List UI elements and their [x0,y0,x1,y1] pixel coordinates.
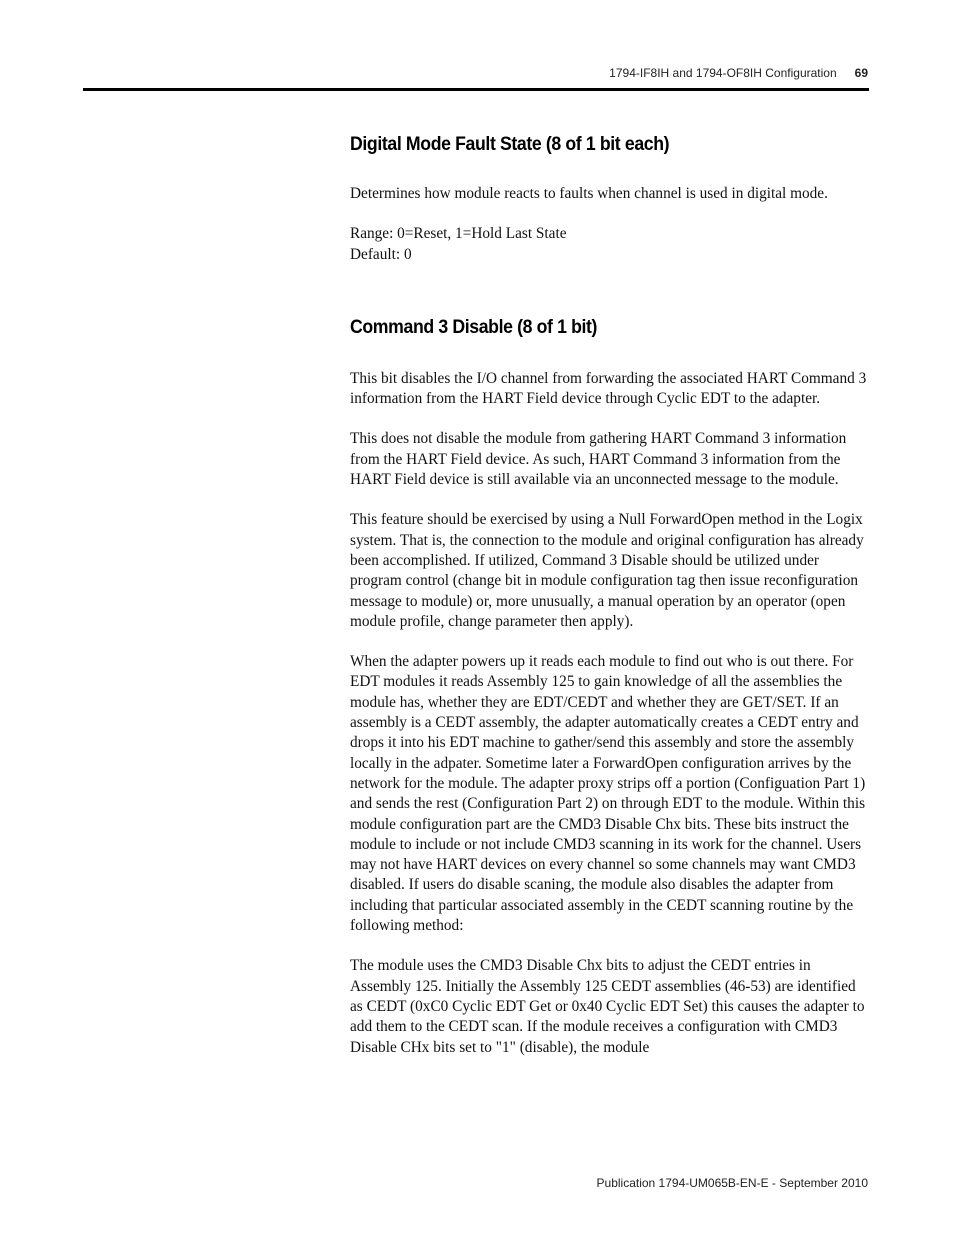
section-heading-digital-fault: Digital Mode Fault State (8 of 1 bit each) [350,134,670,155]
section-heading-cmd3: Command 3 Disable (8 of 1 bit) [350,316,598,338]
cmd3-paragraph-3: This feature should be exercised by using a Null ForwardOpen method in the Logix system. That is, the connection to the module and original configuration has already been accomplished. If utilized, Command 3 Disable should be utilized under program control (change bit in module configuration tag then issue reconfiguration message to module) or, more unusually, a manual operation by an operator (open module profile, change parameter then apply). [350,511,864,630]
page-number: 69 [854,66,868,80]
digital-fault-range: Range: 0=Reset, 1=Hold Last State [350,225,567,243]
digital-fault-default: Default: 0 [350,245,412,263]
header-rule [83,88,869,91]
digital-fault-description: Determines how module reacts to faults when channel is used in digital mode. [350,185,828,202]
page-content [350,120,870,1058]
page-header [609,66,868,80]
cmd3-paragraph-5: The module uses the CMD3 Disable Chx bits to adjust the CEDT entries in Assembly 125. Initially the Assembly 125 CEDT assemblies (46-53) are identified as CEDT (0xC0 Cyclic EDT Get or 0x40 Cyclic EDT Set) this causes the adapter to add them to the CEDT scan. If the module receives a configuration with CMD3 Disable CHx bits set to "1" (disable), the module [350,957,865,1056]
cmd3-paragraph-1: This bit disables the I/O channel from forwarding the associated HART Command 3 information from the HART Field device through Cyclic EDT to the adapter. [350,369,867,408]
cmd3-paragraph-2: This does not disable the module from gathering HART Command 3 information from the HART Field device. As such, HART Command 3 information from the HART Field device is still available via an unconnected message to the module. [350,430,847,489]
cmd3-paragraph-4: When the adapter powers up it reads each module to find out who is out there. For EDT modules it reads Assembly 125 to gain knowledge of all the assemblies the module has, whether they are EDT/CEDT and whether they are GET/SET. If an assembly is a CEDT assembly, the adapter automatically creates a CEDT entry and drops it into his EDT machine to gather/send this assembly and store the assembly locally in the adpater. Sometime later a ForwardOpen configuration arrives by the network for the module. The adapter proxy strips off a portion (Configuation Part 1) and sends the rest (Configuration Part 2) on through EDT to the module. Within this module configuration part are the CMD3 Disable Chx bits. These bits instruct the module to include or not include CMD3 scanning in its work for the channel. Users may not have HART devices on every channel so some channels may want CMD3 disabled. If users do disable scaning, the module also disables the adapter from including that particular associated assembly in the CEDT scanning routine by the following method: [350,653,866,935]
page-footer: Publication 1794-UM065B-EN-E - September 2010 [596,1176,868,1190]
running-title: 1794-IF8IH and 1794-OF8IH Configuration [609,66,837,80]
